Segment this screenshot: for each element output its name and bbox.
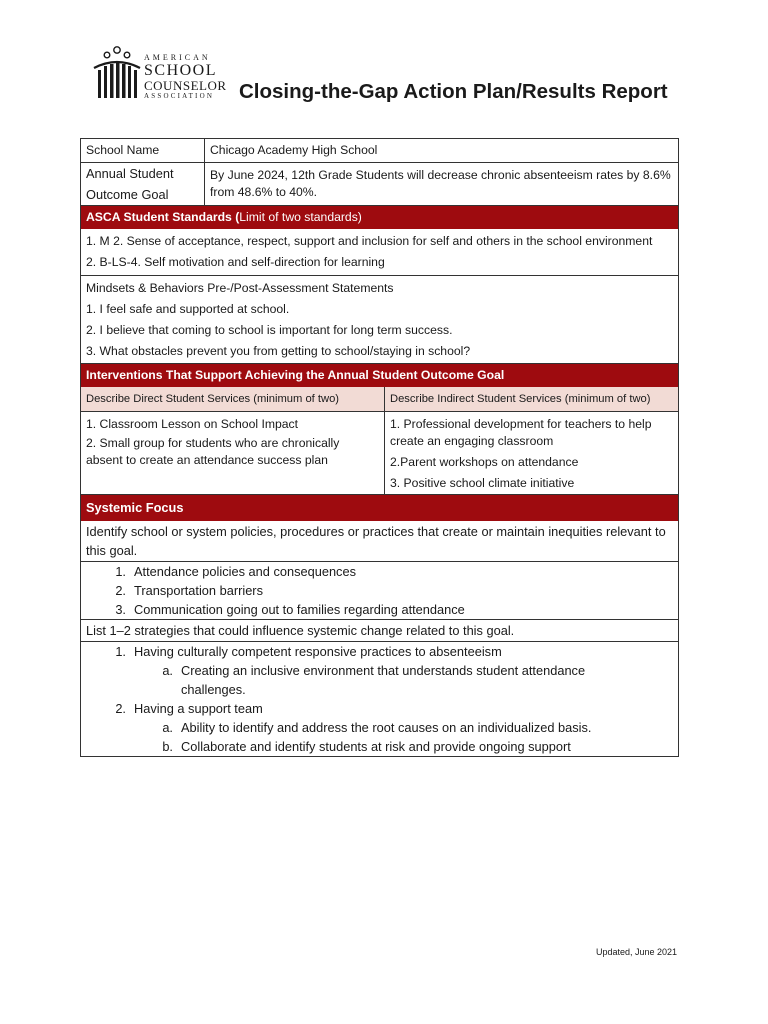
asca-logo [92, 46, 232, 104]
page-header [92, 46, 692, 106]
outcome-goal-value: By June 2024, 12th Grade Students will decrease chronic absenteeism rates by 8.6% from 48.6% to 40%. [210, 168, 671, 199]
standard-item: 2. B-LS-4. Self motivation and self-direction for learning [86, 255, 385, 269]
inequity-num: 2. [115, 583, 126, 598]
direct-service-item: 1. Classroom Lesson on School Impact [86, 417, 299, 431]
systemic-prompt1-row [81, 521, 678, 562]
strategy-item [86, 699, 673, 718]
strategy-text: Having culturally competent responsive practices to absenteeism [134, 644, 502, 659]
outcome-goal-label [81, 163, 205, 205]
asca-figures-icon [92, 46, 142, 102]
mindset-item: 3. What obstacles prevent you from getting to school/staying in school? [86, 344, 471, 358]
outcome-goal-label-line2: Outcome Goal [86, 187, 169, 202]
inequity-item [86, 562, 673, 581]
inequity-num: 3. [115, 602, 126, 617]
school-name-label: School Name [81, 139, 205, 162]
strategy-subtext: Collaborate and identify students at risk and provide ongoing support [181, 739, 571, 754]
indirect-service-item: 2.Parent workshops on attendance [390, 455, 579, 469]
logo-line-school: SCHOOL [144, 62, 218, 79]
inequities-list [81, 562, 678, 619]
strategy-subitem [86, 661, 673, 699]
logo-line-american: AMERICAN [144, 53, 211, 62]
inequity-text: Transportation barriers [134, 583, 263, 598]
school-name-row [81, 139, 678, 163]
indirect-service-item: 3. Positive school climate initiative [390, 476, 575, 490]
footer-updated: Updated, June 2021 [596, 947, 678, 957]
inequities-row [81, 562, 678, 620]
inequity-item [86, 581, 673, 600]
indirect-service-item: 1. Professional development for teachers to help create an engaging classroom [390, 417, 652, 448]
asca-logo-text [144, 54, 227, 100]
outcome-goal-row [81, 163, 678, 206]
strategies-row [81, 642, 678, 756]
page-title: Closing-the-Gap Action Plan/Results Report [239, 80, 668, 103]
strategy-subtext: Ability to identify and address the root causes on an individualized basis. [181, 720, 592, 735]
inequity-num: 1. [115, 564, 126, 579]
services-heading-row [81, 387, 678, 412]
strategy-subitem [86, 737, 673, 756]
standards-banner [81, 206, 678, 229]
strategy-subnum: b. [162, 739, 173, 754]
strategy-num: 2. [115, 701, 126, 716]
inequity-text: Attendance policies and consequences [134, 564, 356, 579]
mindsets-list [81, 276, 678, 363]
logo-line-counselor: COUNSELOR [144, 78, 227, 93]
systemic-banner [81, 495, 678, 521]
direct-services-heading: Describe Direct Student Services (minimum of two) [81, 387, 385, 411]
standards-list [81, 229, 678, 275]
direct-service-item: 2. Small group for students who are chronically absent to create an attendance success plan [86, 436, 340, 467]
action-plan-table [80, 138, 679, 757]
indirect-services-heading: Describe Indirect Student Services (minimum of two) [385, 387, 678, 411]
logo-line-association: ASSOCIATION [144, 92, 215, 100]
systemic-prompt2: List 1–2 strategies that could influence systemic change related to this goal. [86, 623, 515, 638]
direct-services-list [81, 412, 385, 494]
interventions-banner-text: Interventions That Support Achieving the Annual Student Outcome Goal [86, 368, 505, 382]
systemic-banner-text: Systemic Focus [86, 500, 184, 515]
standards-banner-bold: ASCA Student Standards ( [86, 210, 240, 224]
mindset-item: 2. I believe that coming to school is important for long term success. [86, 323, 453, 337]
systemic-prompt1: Identify school or system policies, procedures or practices that create or maintain inequities relevant to this goal. [86, 524, 666, 558]
strategy-subnum: a. [162, 720, 173, 735]
strategy-subnum: a. [162, 663, 173, 678]
outcome-goal-label-line1: Annual Student [86, 166, 174, 181]
strategy-text: Having a support team [134, 701, 263, 716]
strategy-subitem [86, 718, 673, 737]
inequity-item [86, 600, 673, 619]
strategy-item [86, 642, 673, 661]
inequity-text: Communication going out to families regarding attendance [134, 602, 465, 617]
systemic-prompt2-row [81, 620, 678, 642]
services-row [81, 412, 678, 495]
standard-item: 1. M 2. Sense of acceptance, respect, support and inclusion for self and others in the school environment [86, 234, 653, 248]
standards-row [81, 229, 678, 276]
mindsets-row [81, 276, 678, 364]
mindset-item: 1. I feel safe and supported at school. [86, 302, 290, 316]
interventions-banner [81, 364, 678, 387]
indirect-services-list [385, 412, 678, 494]
standards-banner-rest: Limit of two standards) [239, 210, 362, 224]
mindsets-heading: Mindsets & Behaviors Pre-/Post-Assessment Statements [86, 281, 394, 295]
school-name-value: Chicago Academy High School [210, 143, 378, 157]
strategies-list [81, 642, 678, 756]
strategy-num: 1. [115, 644, 126, 659]
strategy-subtext: Creating an inclusive environment that understands student attendance challenges. [181, 663, 586, 697]
